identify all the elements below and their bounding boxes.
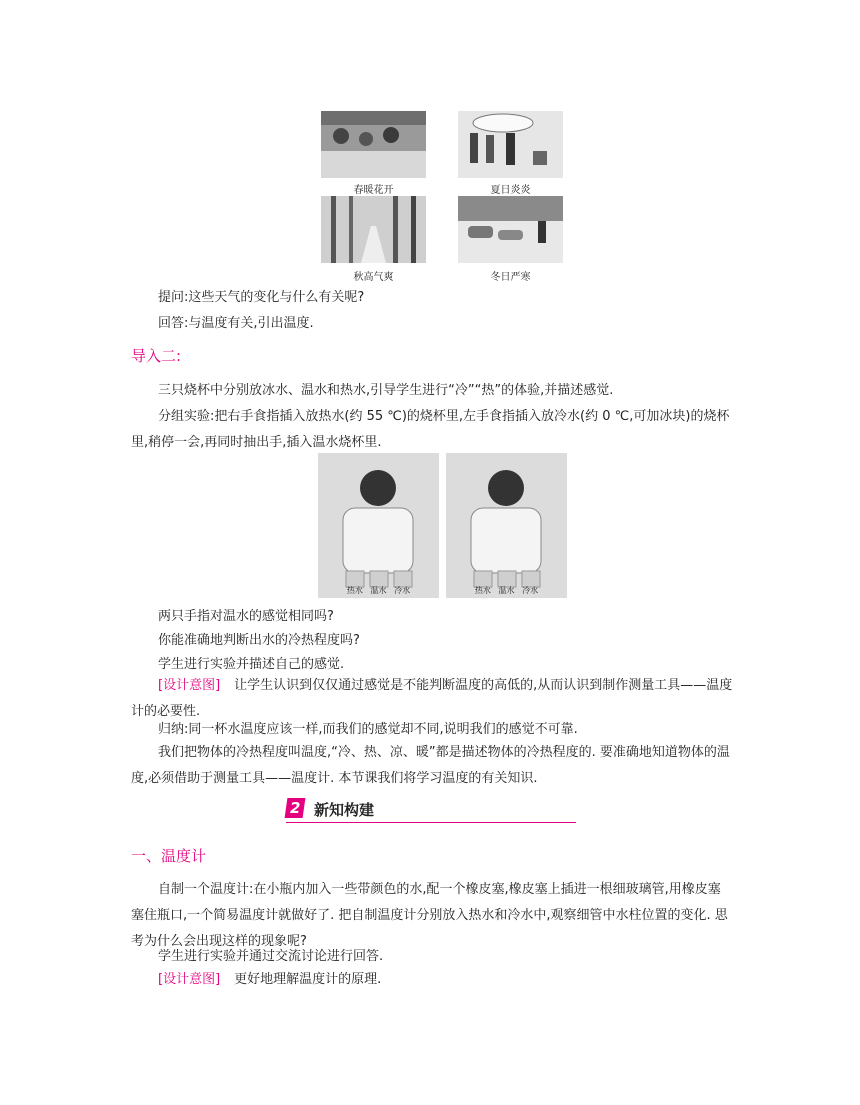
intro2-q3: 学生进行实验并描述自己的感觉. [158,657,345,672]
intro2-q1: 两只手指对温水的感觉相同吗? [158,609,334,624]
caption-spring: 春暖花开 [353,185,394,196]
intro2-p2: 分组实验:把右手食指插入放热水(约 55 ℃)的烧杯里,左手食指插入放冷水(约 0 ℃,可加冰块)的烧杯里,稍停一会,再同时抽出手,插入温水烧杯里. [131,409,730,450]
intro2-p1: 三只烧杯中分别放冰水、温水和热水,引导学生进行“冷”“热”的体验,并描述感觉. [158,383,614,398]
section-title: 新知构建 [314,801,375,819]
beaker-label-hot: 热水 [474,586,491,595]
answer-text: 回答:与温度有关,引出温度. [158,316,314,331]
intro2-summary: 归纳:同一杯水温度应该一样,而我们的感觉却不同,说明我们的感觉不可靠. [158,722,578,737]
caption-winter: 冬日严寒 [490,272,531,283]
design-intent-text: 让学生认识到仅仅通过感觉是不能判断温度的高低的,从而认识到制作测量工具——温度计的必要性. [131,678,733,719]
photo-autumn [321,196,426,263]
intro2-heading: 导入二: [131,347,182,365]
photo-winter [458,196,563,263]
section-number: 2 [290,799,301,817]
photo-experiment-1 [318,453,439,598]
design-intent-text: 更好地理解温度计的原理. [234,972,382,987]
photo-experiment-2 [446,453,567,598]
intro2-q2: 你能准确地判断出水的冷热程度吗? [158,633,360,648]
beaker-label-cold: 冷水 [522,586,539,595]
beaker-label-warm: 温水 [370,586,387,595]
part1-p2: 学生进行实验并通过交流讨论进行回答. [158,949,384,964]
part1-p1: 自制一个温度计:在小瓶内加入一些带颜色的水,配一个橡皮塞,橡皮塞上插进一根细玻璃管,用橡皮塞塞住瓶口,一个简易温度计就做好了. 把自制温度计分别放入热水和冷水中,观察细管中水柱位置的变化. 思考为什么会出现这样的现象呢? [131,882,728,949]
question-text: 提问:这些天气的变化与什么有关呢? [158,290,365,305]
section-banner [286,796,576,823]
part1-heading: 一、温度计 [131,847,207,865]
design-intent-tag: [设计意图] [158,972,221,987]
beaker-label-hot: 热水 [346,586,363,595]
design-intent-tag: [设计意图] [158,678,221,693]
caption-autumn: 秋高气爽 [353,272,394,283]
part1-design-note [131,967,731,993]
intro2-p3: 我们把物体的冷热程度叫温度,“冷、热、凉、暖”都是描述物体的冷热程度的. 要准确地知道物体的温度,必须借助于测量工具——温度计. 本节课我们将学习温度的有关知识. [131,745,730,786]
photo-spring [321,111,426,178]
photo-summer [458,111,563,178]
beaker-label-warm: 温水 [498,586,515,595]
caption-summer: 夏日炎炎 [490,185,531,196]
beaker-label-cold: 冷水 [394,586,411,595]
